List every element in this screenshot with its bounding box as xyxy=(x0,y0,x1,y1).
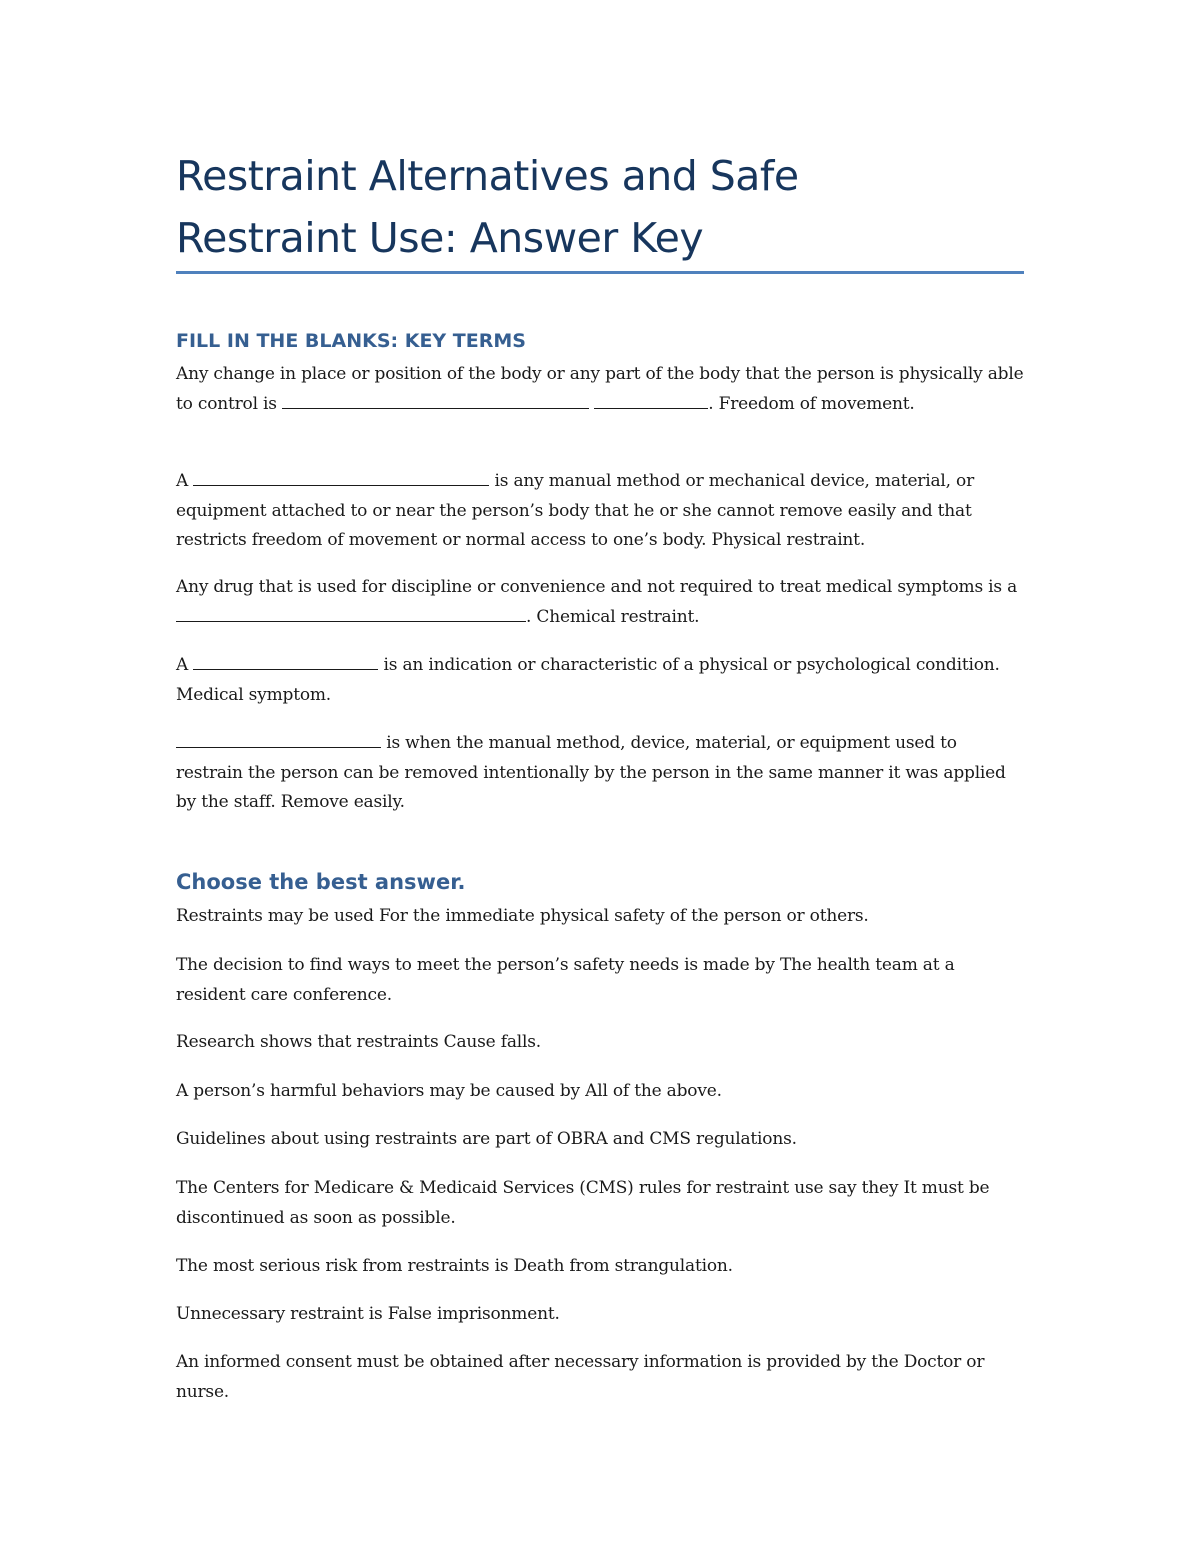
fill-in-item-4-after: is an indication or characteristic of a physical or psychological condition. Medical symptom. xyxy=(176,655,1000,705)
answer-item-3: Research shows that restraints Cause falls. xyxy=(176,1032,541,1052)
fill-in-item-4-before: A xyxy=(176,655,194,675)
fill-in-item-5 xyxy=(176,729,1028,818)
fill-in-item-1 xyxy=(176,360,1028,419)
answer-blank-4 xyxy=(193,651,378,670)
answer-blank-1a xyxy=(282,390,589,409)
answer-item-8: Unnecessary restraint is False imprisonment. xyxy=(176,1304,560,1324)
fill-in-item-1-after: . Freedom of movement. xyxy=(708,393,915,414)
fill-in-item-2-after: is any manual method or mechanical device, material, or equipment attached to or near the person’s body that he or she cannot remove easily and that restricts freedom of movement or normal access to one’s body. Physical restraint. xyxy=(176,471,975,550)
answer-blank-5 xyxy=(176,729,381,748)
document-title xyxy=(176,145,1026,269)
answer-item-2: The decision to find ways to meet the person’s safety needs is made by The health team at a resident care conference. xyxy=(176,955,955,1005)
answer-item-1: Restraints may be used For the immediate physical safety of the person or others. xyxy=(176,906,869,926)
answer-item-5: Guidelines about using restraints are part of OBRA and CMS regulations. xyxy=(176,1129,797,1149)
fill-in-item-5-after: is when the manual method, device, material, or equipment used to restrain the person can be removed intentionally by the person in the same manner it was applied by the staff. Remove easily. xyxy=(176,733,1006,812)
answer-blank-3 xyxy=(176,603,526,622)
answer-item-6: The Centers for Medicare & Medicaid Services (CMS) rules for restraint use say they It must be discontinued as soon as possible. xyxy=(176,1178,990,1228)
fill-in-item-1-before: Any change in place or position of the body or any part of the body that the person is physically able to control is xyxy=(176,364,1024,414)
title-line-1: Restraint Alternatives and Safe xyxy=(176,152,799,200)
fill-in-item-3 xyxy=(176,573,1028,632)
answer-item-4: A person’s harmful behaviors may be caused by All of the above. xyxy=(176,1081,722,1101)
answer-item-9: An informed consent must be obtained after necessary information is provided by the Doctor or nurse. xyxy=(176,1352,985,1402)
fill-in-item-2 xyxy=(176,467,1028,556)
title-line-2: Restraint Use: Answer Key xyxy=(176,214,704,262)
fill-in-item-2-before: A xyxy=(176,471,194,491)
answer-blank-2 xyxy=(193,467,489,486)
fill-in-item-3-after: . Chemical restraint. xyxy=(526,606,700,627)
fill-in-item-4 xyxy=(176,651,1028,710)
best-answer-heading: Choose the best answer. xyxy=(176,870,466,894)
title-underline xyxy=(176,271,1024,274)
answer-item-7: The most serious risk from restraints is Death from strangulation. xyxy=(176,1256,733,1276)
answer-blank-1b xyxy=(594,390,708,409)
fill-in-item-3-before: Any drug that is used for discipline or convenience and not required to treat medical symptoms is a xyxy=(176,577,1018,597)
fill-in-heading: FILL IN THE BLANKS: KEY TERMS xyxy=(176,330,526,352)
